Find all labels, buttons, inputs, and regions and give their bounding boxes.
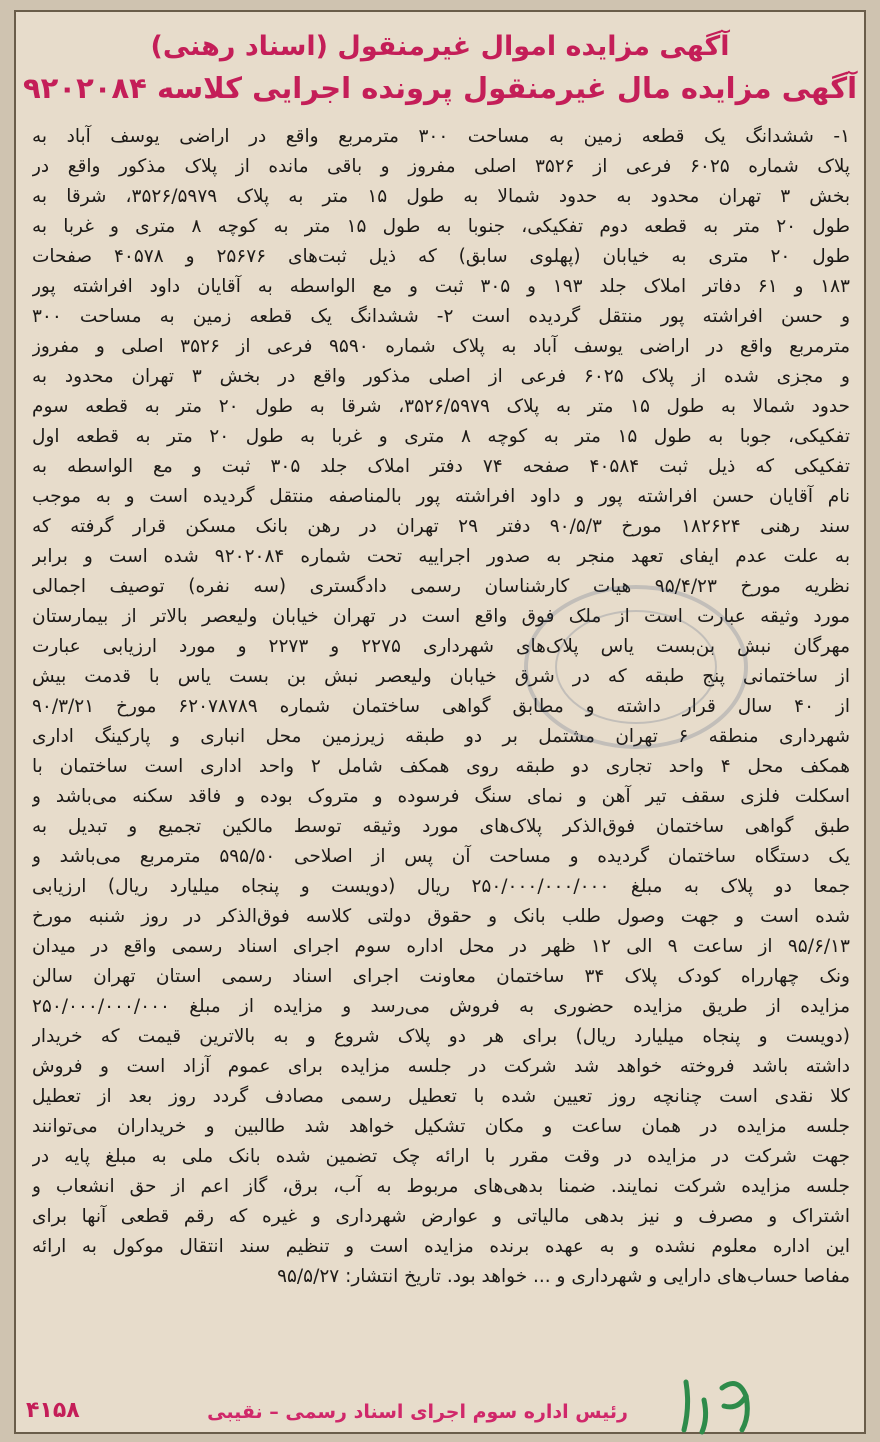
- body-line: جهت شرکت در مزایده در وقت مقرر با ارائه چک تضمین شده بانک ملی به مبلغ پایه در: [32, 1146, 850, 1167]
- body-line: به علت عدم ایفای تعهد منجر به صدور اجراییه تحت شماره ۹۲۰۲۰۸۴ شده است و برابر: [32, 546, 850, 567]
- handwritten-pen-mark: [668, 1370, 768, 1436]
- body-line: ۹۵/۶/۱۳ از ساعت ۹ الی ۱۲ ظهر در محل اداره سوم اجرای اسناد رسمی واقع در میدان: [32, 936, 850, 957]
- body-line: جمعا دو پلاک به مبلغ ۲۵۰/۰۰۰/۰۰۰/۰۰۰ ریال (دویست و پنجاه میلیارد ریال) ارزیابی: [32, 876, 850, 897]
- body-line: ۱۸۳ و ۶۱ دفاتر املاک جلد ۱۹۳ و ۳۰۵ ثبت و مع الواسطه به آقایان داود افراشته پور: [32, 276, 850, 297]
- body-line: طبق گواهی ساختمان فوق‌الذکر پلاک‌های مورد وثیقه توسط مالکین تجمیع و تبدیل به: [32, 816, 850, 837]
- body-line: مترمربع واقع در اراضی یوسف آباد به پلاک شماره ۹۵۹۰ فرعی از ۳۵۲۶ اصلی و مفروز: [32, 336, 850, 357]
- body-line: مزایده از طریق مزایده حضوری به فروش می‌رسد و مزایده از مبلغ ۲۵۰/۰۰۰/۰۰۰/۰۰۰: [32, 996, 850, 1017]
- body-line: (دویست و پنجاه میلیارد ریال) برای هر دو پلاک شروع و به بالاترین قیمت که خریدار: [32, 1026, 850, 1047]
- body-line: نظریه مورخ ۹۵/۴/۲۳ هیات کارشناسان رسمی دادگستری (سه نفره) توصیف اجمالی: [32, 576, 850, 597]
- body-line: کلا نقدی است چنانچه روز تعیین شده با تعطیل رسمی مصادف گردد روز بعد از تعطیل: [32, 1086, 850, 1107]
- ad-code: ۴۱۵۸: [26, 1398, 80, 1423]
- body-line: همکف محل ۴ واحد تجاری دو طبقه روی همکف شامل ۲ واحد اداری است ساختمان با: [32, 756, 850, 777]
- body-line: شده است و جهت وصول طلب بانک و حقوق دولتی کلاسه فوق‌الذکر در روز شنبه مورخ: [32, 906, 850, 927]
- body-line: طول ۲۰ متر به قطعه دوم تفکیکی، جنوبا به طول ۱۵ متر به کوچه ۸ متری و غربا به: [32, 216, 850, 237]
- notice-title: آگهی مزایده اموال غیرمنقول (اسناد رهنی): [150, 31, 730, 62]
- body-line: این اداره معلوم نشده و به عهده برنده مزایده است و تنظیم سند انتقال موکول به ارائه: [32, 1236, 850, 1257]
- body-line: اشتراک و مصرف و نیز بدهی مالیاتی و عوارض شهرداری و غیره که رقم قطعی آنها برای: [32, 1206, 850, 1227]
- body-line: مهرگان نبش بن‌بست یاس پلاک‌های شهرداری ۲۲۷۵ و ۲۲۷۳ و مورد ارزیابی عبارت: [32, 636, 850, 657]
- body-line: شهرداری منطقه ۶ تهران مشتمل بر دو طبقه زیرزمین محل انباری و پارکینگ اداری: [32, 726, 850, 747]
- body-line: یک دستگاه ساختمان گردیده و مساحت آن پس از اصلاحی ۵۹۵/۵۰ مترمربع می‌باشد و: [32, 846, 850, 867]
- body-line: از ۴۰ سال قرار داشته و مطابق گواهی ساختمان شماره ۶۲۰۷۸۷۸۹ مورخ ۹۰/۳/۲۱: [32, 696, 850, 717]
- body-line: ونک چهارراه کودک پلاک ۳۴ ساختمان معاونت اجرای اسناد رسمی استان تهران سالن: [32, 966, 850, 987]
- body-line: مورد وثیقه عبارت است از ملک فوق واقع است در تهران خیابان ولیعصر بالاتر از بیمارستان: [32, 606, 850, 627]
- body-line: حدود شمالا به طول ۱۵ متر به پلاک ۳۵۲۶/۵۹۷۹، شرقا به طول ۲۰ متر به قطعه سوم: [32, 396, 850, 417]
- body-line: جلسه مزایده در همان ساعت و مکان تشکیل خواهد شد طالبین و خریداران می‌توانند: [32, 1116, 850, 1137]
- body-line: طول ۲۰ متری به خیابان (پهلوی سابق) که ذیل ثبت‌های ۲۵۶۷۶ و ۴۰۵۷۸ صفحات: [32, 246, 850, 267]
- notice-subtitle: آگهی مزایده مال غیرمنقول پرونده اجرایی کلاسه ۹۲۰۲۰۸۴: [22, 71, 858, 105]
- body-line: و مجزی شده از پلاک ۶۰۲۵ فرعی از اصلی مذکور واقع در بخش ۳ تهران محدود به: [32, 366, 850, 387]
- body-line: سند رهنی ۱۸۲۶۲۴ مورخ ۹۰/۵/۳ دفتر ۲۹ تهران در رهن بانک مسکن قرار گرفته که: [32, 516, 850, 537]
- watermark-stamp: [516, 572, 756, 762]
- body-line: تفکیکی که ذیل ثبت ۴۰۵۸۴ صفحه ۷۴ دفتر املاک جلد ۳۰۵ ثبت و مع الواسطه به: [32, 456, 850, 477]
- body-line: تفکیکی، جوبا به طول ۱۵ متر به کوچه ۸ متری و غربا به طول ۲۰ متر به قطعه اول: [32, 426, 850, 447]
- body-line: داشته باشد فروخته خواهد شد شرکت در جلسه مزایده برای عموم آزاد است و فروش: [32, 1056, 850, 1077]
- body-line: بخش ۳ تهران محدود به حدود شمالا به طول ۱۵ متر به پلاک ۳۵۲۶/۵۹۷۹، شرقا به: [32, 186, 850, 207]
- newspaper-clipping: [14, 10, 866, 1434]
- body-line: جلسه مزایده شرکت نمایند. ضمنا بدهی‌های مربوط به آب، برق، گاز اعم از حق انشعاب و: [32, 1176, 850, 1197]
- body-line: مفاصا حساب‌های دارایی و شهرداری و ... خواهد بود. تاریخ انتشار: ۹۵/۵/۲۷: [277, 1266, 850, 1287]
- body-line: و حسن افراشته پور منتقل گردیده است ۲- ششدانگ یک قطعه زمین به مساحت ۳۰۰: [32, 306, 850, 327]
- body-line: ۱- ششدانگ یک قطعه زمین به مساحت ۳۰۰ مترمربع واقع در اراضی یوسف آباد به: [32, 126, 850, 147]
- signature-line: رئیس اداره سوم اجرای اسناد رسمی – نقیبی: [207, 1401, 628, 1423]
- body-line: نام آقایان حسن افراشته پور و داود افراشته پور بالمناصفه منتقل گردیده است و به موجب: [32, 486, 850, 507]
- body-line: پلاک شماره ۶۰۲۵ فرعی از ۳۵۲۶ اصلی مفروز و باقی مانده از پلاک مذکور واقع در: [32, 156, 850, 177]
- body-line: از ساختمانی پنج طبقه که در شرق خیابان ولیعصر نبش بن بست یاس با قدمت بیش: [32, 666, 850, 687]
- body-line: اسکلت فلزی سقف تیر آهن و نمای سنگ فرسوده و متروک بوده و فاقد سکنه می‌باشد و: [32, 786, 850, 807]
